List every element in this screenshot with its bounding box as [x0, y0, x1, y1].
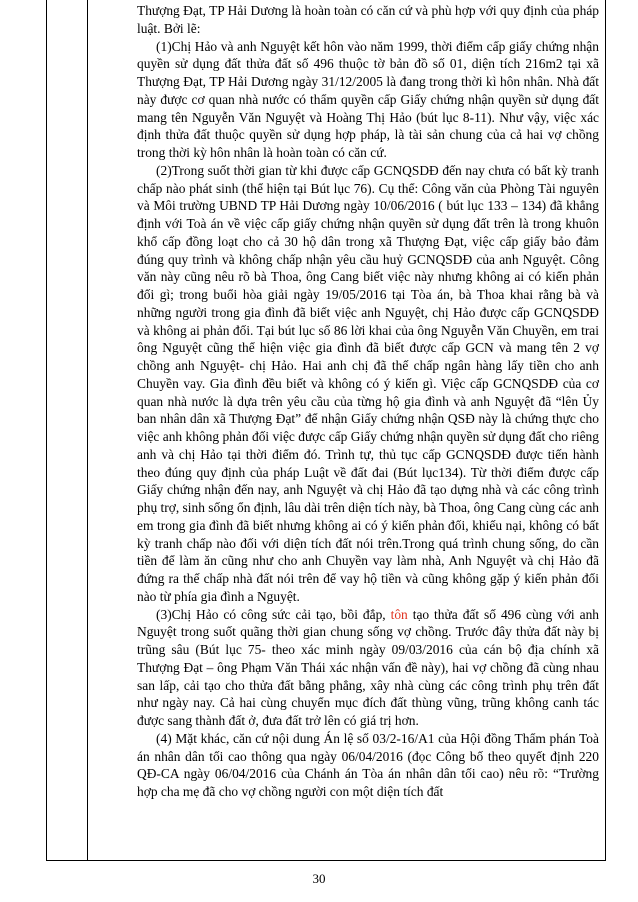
paragraph-point-3-after: tạo thửa đất số 496 cùng với anh Nguyệt trong suốt quãng thời gian chung sống vợ chồng. Trước đây thửa đất này bị trũng sâu (Bút lục 75- theo xác minh ngày 09/03/2016 của cán bộ địa chính xã Thượng Đạt – ông Phạm Văn Thái xác nhận vấn đề này), hai vợ chồng đã cùng nhau san lấp, cải tạo cho thửa đất bằng phẳng, xây nhà cùng các công trình phụ trên đất như ngày nay. Cả hai cùng chuyển mục đích đất thùng vũng, trũng không canh tác được sang thành đất ở, đưa đất trở lên có giá trị hơn.: [137, 606, 600, 728]
column-divider: [87, 0, 88, 861]
paragraph-point-1: (1)Chị Hảo và anh Nguyệt kết hôn vào năm 1999, thời điểm cấp giấy chứng nhận quyền sử dụng đất thửa đất số 496 thuộc tờ bản đồ số 01, diện tích 216m2 tại xã Thượng Đạt, TP Hải Dương ngày 31/12/2005 là đang trong thời kì hôn nhân. Nhà đất này được cơ quan nhà nước có thẩm quyền cấp Giấy chứng nhận quyền sử dụng đất mang tên Nguyễn Văn Nguyệt và Hoàng Thị Hảo (bút lục 8-11). Như vậy, việc xác định thửa đất thuộc quyền sử dụng hợp pháp, là tài sản chung của cả hai vợ chồng trong thời kỳ hôn nhân là hoàn toàn có căn cứ.: [137, 38, 599, 160]
paragraph-point-3-before: (3)Chị Hảo có công sức cải tạo, bồi đắp,: [156, 606, 391, 622]
highlighted-word: tôn: [390, 606, 408, 622]
paragraph-point-3: [137, 606, 599, 730]
paragraph-point-2: (2)Trong suốt thời gian từ khi được cấp GCNQSDĐ đến nay chưa có bất kỳ tranh chấp nào phát sinh (thể hiện tại Bút lục 76). Cụ thể: Công văn của Phòng Tài nguyên và Môi trường UBND TP Hải Dương ngày 10/06/2016 ( bút lục 133 – 134) đã khẳng định với Toà án về việc cấp giấy chứng nhận quyền sử dụng đất trên là trong khuôn khổ cấp đồng loạt cho cả 30 hộ dân trong xã Thượng Đạt, việc cấp giấy bảo đảm đúng quy trình và không chấp nhận yêu cầu huỷ GCNQSDĐ của anh Nguyệt. Công văn này cũng nêu rõ bà Thoa, ông Cang biết việc này nhưng không ai có kiến phản đối gì; trong buổi hòa giải ngày 19/05/2016 tại Tòa án, bà Thoa khai rằng bà và những người trong gia đình đã biết việc anh Nguyệt, chị Hảo được cấp GCNQSDĐ và không ai phản đối. Tại bút lục số 86 lời khai của ông Nguyễn Văn Chuyền, em trai ông Nguyệt cũng thể hiện việc gia đình đã biết được cấp GCN và mang tên 2 vợ chồng anh Nguyệt- chị Hảo. Hai anh chị đã thế chấp ngân hàng lấy tiền cho anh Chuyền vay. Gia đình đều biết và không có ý kiến gì. Việc cấp GCNQSDĐ của cơ quan nhà nước là dựa trên yêu cầu của từng hộ gia đình và anh Nguyệt đã “lên Ủy ban nhân dân xã Thượng Đạt” để nhận Giấy chứng nhận QSĐ này là chứng thực cho việc anh không phản đối việc được cấp Giấy chứng nhận quyền sử dụng đất cho riêng anh và chị Hảo tại thời điểm đó. Trình tự, thủ tục cấp GCNQSDĐ được tiến hành theo đúng quy định của pháp Luật về đất đai (Bút lục134). Từ thời điểm được cấp Giấy chứng nhận đến nay, anh Nguyệt và chị Hảo đã tạo dựng nhà và các công trình phụ trợ, sinh sống ổn định, lâu dài trên diện tích này, bà Thoa, ông Cang cùng các anh em trong gia đình đã biết nhưng không ai có ý kiến phản đối, khiếu nại, không có bất kỳ tranh chấp nào đối với diện tích đất nói trên.Trong quá trình chung sống, do cần tiền để làm ăn cũng như cho anh Chuyền vay làm nhà, Anh Nguyệt và chị Hảo đã đứng ra thế chấp nhà đất nói trên để vay hộ tiền và cũng không gặp ý kiến phản đối nào từ phía gia đình a Nguyệt.: [137, 162, 600, 604]
paragraph-intro: Thượng Đạt, TP Hải Dương là hoàn toàn có căn cứ và phù hợp với quy định của pháp luật. Bởi lẽ:: [137, 3, 599, 36]
paragraph-point-4: (4) Mặt khác, căn cứ nội dung Án lệ số 03/2-16/A1 của Hội đồng Thẩm phán Toà án nhân dân tối cao thông qua ngày 06/04/2016 (đọc Công bố theo quyết định 220 QĐ-CA ngày 06/04/2016 của Chánh án Tòa án nhân dân tối cao) nêu rõ: “Trường hợp cha mẹ đã cho vợ chồng người con một diện tích đất: [137, 730, 599, 799]
page-number: 30: [312, 871, 326, 886]
document-body: [137, 2, 599, 801]
